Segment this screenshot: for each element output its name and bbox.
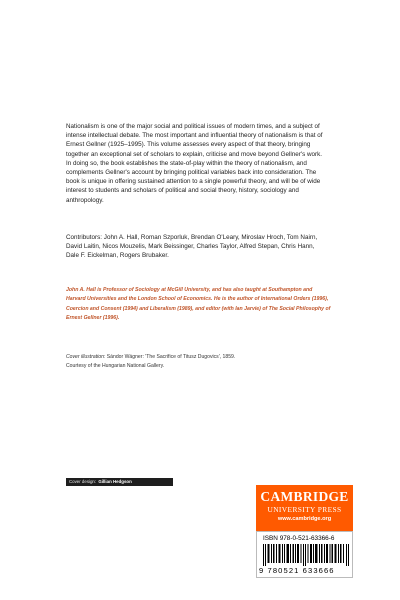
author-bio — [66, 286, 331, 323]
isbn-label: ISBN 978-0-521-63366-6 — [263, 535, 335, 542]
author-bio-text-5: (1996). — [101, 314, 120, 321]
publisher-url: www.cambridge.org — [277, 516, 332, 522]
cover-illustration-text: Sándor Wágner: 'The Sacrifice of Titusz Dugovics', 1859. — [105, 354, 236, 360]
cover-illustration-credit — [66, 353, 326, 371]
author-bio-text-2: (1996), — [310, 296, 329, 303]
author-bio-text-4: (1989), and editor (with Ian Jarvie) of — [175, 305, 269, 312]
cover-illustration-label: Cover illustration: — [66, 354, 106, 360]
cover-illustration-courtesy: Courtesy of the Hungarian National Gallery. — [66, 363, 165, 369]
barcode-digits: 9 780521 633666 — [259, 566, 335, 575]
book-title-international-orders: International Orders — [260, 296, 311, 303]
publisher-press: UNIVERSITY PRESS — [267, 505, 342, 514]
barcode-icon — [263, 544, 349, 566]
book-title-liberalism: Liberalism — [149, 305, 176, 312]
author-bio-text-1: John A. Hall is Professor of Sociology at McGill University, and has also taught at Southampton and Harvard Universities and the London School of Economics. He is the author of — [66, 287, 313, 303]
author-bio-text-3: (1994) and — [121, 305, 150, 312]
description-blurb: Nationalism is one of the major social and political issues of modern times, and a subject of intense intellectual debate. The most important and influential theory of nationalism is that of Ernest Gellner (1925–1995). This volume assesses every aspect of that theory, bringing together an exceptional set of scholars to explain, criticise and move beyond Gellner's work. In doing so, the book establishes the state-of-play within the theory of nationalism, and complements Gellner's account by bringing political variables back into consideration. The book is unique in offering sustained attention to a single powerful theory, and will be of wide interest to students and scholars of political and social theory, history, sociology and anthropology. — [66, 123, 323, 204]
book-title-coercion-and-consent: Coercion and Consent — [66, 305, 122, 312]
cover-design-credit — [66, 478, 173, 486]
cover-designer-name: Gillian Hedgson — [98, 479, 132, 484]
book-title-social-philosophy: The Social Philosophy of Ernest Gellner — [66, 305, 331, 321]
contributors-list: Contributors: John A. Hall, Roman Szporluk, Brendan O'Leary, Miroslav Hroch, Tom Nairn, David Laitin, Nicos Mouzelis, Mark Beissinger, Charles Taylor, Alfred Stepan, Chris Hann, Dale F. Eickelman, Rogers Brubaker. — [66, 234, 318, 260]
publisher-logo-box — [256, 485, 353, 531]
publisher-name: CAMBRIDGE — [260, 489, 349, 504]
isbn-barcode-box — [256, 531, 353, 578]
cover-design-label: Cover design: — [69, 479, 97, 484]
